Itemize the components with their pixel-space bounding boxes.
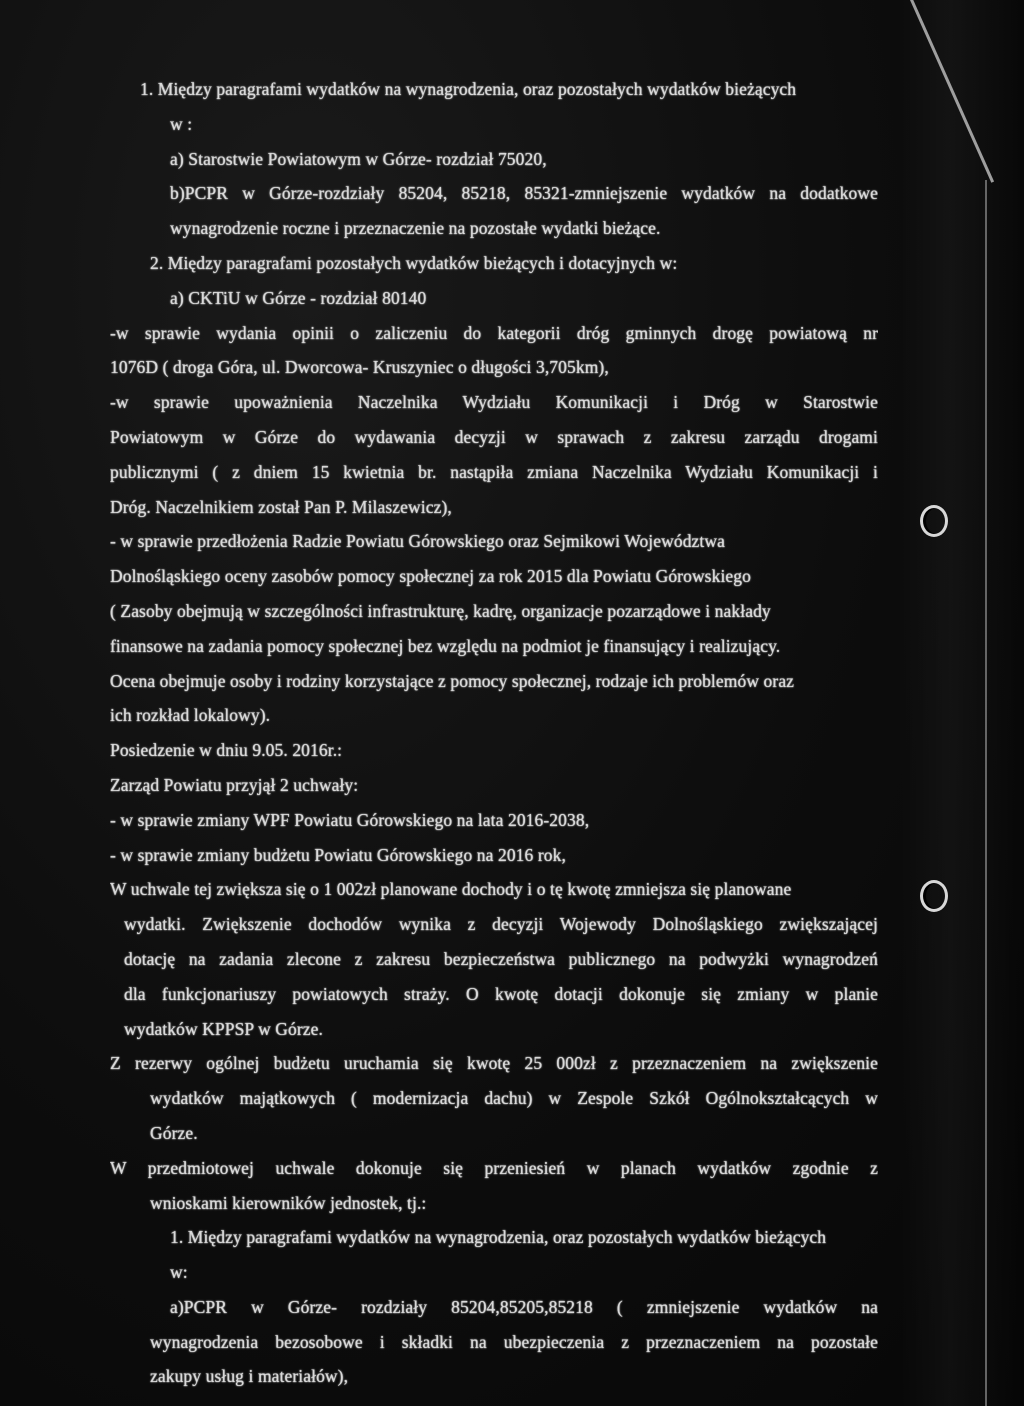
punch-hole-icon [920,880,948,912]
text-line: - w sprawie przedłożenia Radzie Powiatu Górowskiego oraz Sejmikowi Województwa [110,531,725,552]
text-line: w: [170,1262,188,1283]
text-line: 1. Między paragrafami wydatków na wynagrodzenia, oraz pozostałych wydatków bieżących [140,79,797,99]
text-line: ( Zasoby obejmują w szczególności infrastrukturę, kadrę, organizacje pozarządowe i nakłady [110,600,771,621]
page-fold-shadow [900,0,1024,1406]
text-line: wnioskami kierowników jednostek, tj.: [150,1192,427,1213]
text-line: finansowe na zadania pomocy społecznej bez względu na podmiot je finansujący i realizujący. [110,635,781,656]
text-line: Dolnośląskiego oceny zasobów pomocy społecznej za rok 2015 dla Powiatu Górowskiego [110,566,751,587]
text-line: a) Starostwie Powiatowym w Górze- rozdział 75020, [170,148,547,169]
text-line: wydatków KPPSP w Górze. [124,1018,324,1039]
text-line: - w sprawie zmiany WPF Powiatu Górowskiego na lata 2016-2038, [110,809,590,830]
text-line: Dróg. Naczelnikiem został Pan P. Milaszewicz), [110,496,452,517]
text-line: Ocena obejmuje osoby i rodziny korzystające z pomocy społecznej, rodzaje ich problemów oraz [110,670,795,691]
page-right-edge [985,180,987,1406]
text-line: ich rozkład lokalowy). [110,705,271,726]
text-line: W przedmiotowej uchwale dokonuje się przeniesień w planach wydatków zgodnie z [110,1157,878,1178]
text-line: a)PCPR w Górze- rozdziały 85204,85205,85218 ( zmniejszenie wydatków na [170,1296,878,1317]
text-line: dla funkcjonariuszy powiatowych straży. O kwotę dotacji dokonuje się zmiany w planie [124,983,878,1004]
text-line: Z rezerwy ogólnej budżetu uruchamia się kwotę 25 000zł z przeznaczeniem na zwiększenie [110,1053,878,1074]
text-line: a) CKTiU w Górze - rozdział 80140 [170,287,427,308]
text-line: Górze. [150,1122,198,1143]
text-line: 2. Między paragrafami pozostałych wydatków bieżących i dotacyjnych w: [150,252,678,273]
text-line: Posiedzenie w dniu 9.05. 2016r.: [110,740,343,761]
text-line: dotację na zadania zlecone z zakresu bezpieczeństwa publicznego na podwyżki wynagrodzeń [124,948,878,969]
text-line: -w sprawie wydania opinii o zaliczeniu do kategorii dróg gminnych drogę powiatową nr [110,322,878,343]
text-line: wydatków majątkowych ( modernizacja dachu) w Zespole Szkół Ogólnokształcących w [150,1088,878,1109]
text-line: W uchwale tej zwiększa się o 1 002zł planowane dochody i o tę kwotę zmniejsza się planowane [110,879,792,900]
text-line: wydatki. Zwiększenie dochodów wynika z decyzji Wojewody Dolnośląskiego zwiększającej [124,914,878,935]
text-line: Powiatowym w Górze do wydawania decyzji w sprawach z zakresu zarządu drogami [110,426,878,447]
punch-hole-icon [920,505,948,537]
text-line: Zarząd Powiatu przyjął 2 uchwały: [110,774,359,795]
text-line: wynagrodzenie roczne i przeznaczenie na pozostałe wydatki bieżące. [170,218,661,239]
text-line: publicznymi ( z dniem 15 kwietnia br. nastąpiła zmiana Naczelnika Wydziału Komunikacji i [110,461,878,482]
text-line: 1. Między paragrafami wydatków na wynagrodzenia, oraz pozostałych wydatków bieżących [170,1227,827,1248]
text-line: b)PCPR w Górze-rozdziały 85204, 85218, 85321-zmniejszenie wydatków na dodatkowe [170,183,878,204]
text-line: - w sprawie zmiany budżetu Powiatu Górowskiego na 2016 rok, [110,844,566,865]
document-body [110,72,878,1394]
text-line: zakupy usług i materiałów), [150,1366,349,1387]
text-line: wynagrodzenia bezosobowe i składki na ubezpieczenia z przeznaczeniem na pozostałe [150,1331,878,1352]
text-line: w : [170,113,193,134]
text-line: 1076D ( droga Góra, ul. Dworcowa- Kruszyniec o długości 3,705km), [110,357,609,378]
text-line: -w sprawie upoważnienia Naczelnika Wydziału Komunikacji i Dróg w Starostwie [110,392,878,413]
